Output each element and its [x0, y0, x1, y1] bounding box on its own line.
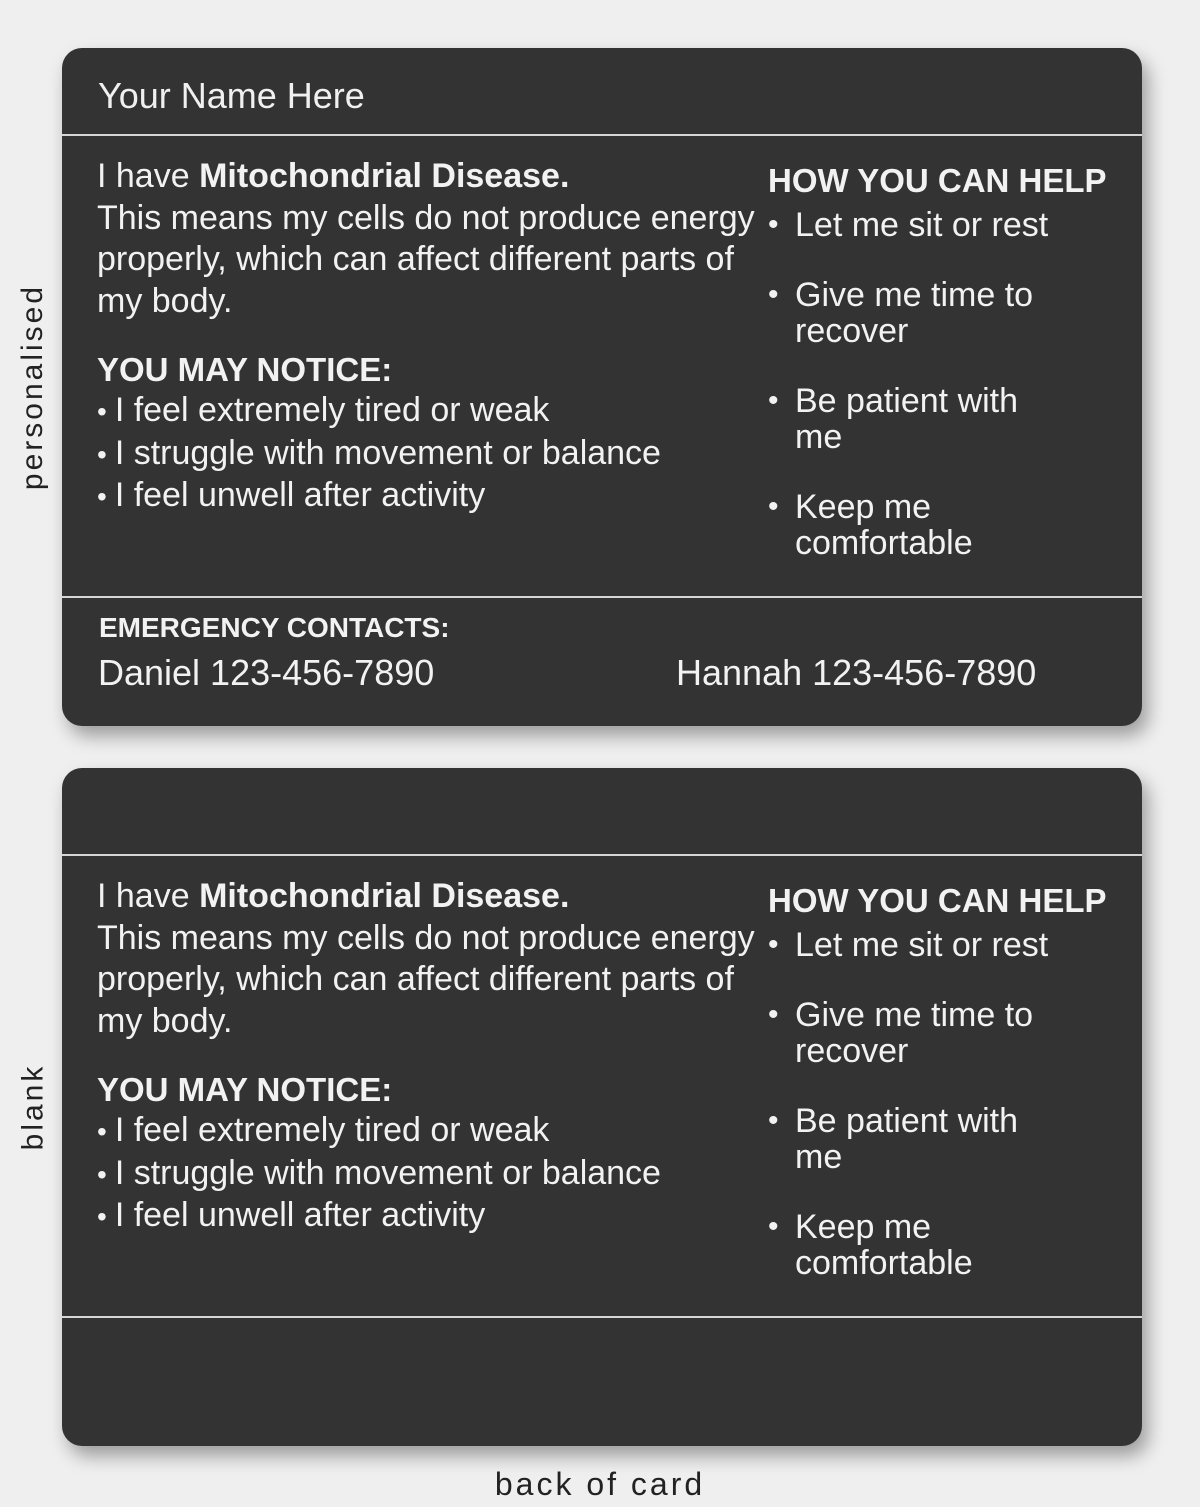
emergency-contact: Daniel 123-456-7890 [98, 652, 435, 693]
emergency-contact: Hannah 123-456-7890 [676, 652, 1037, 693]
emergency-section [62, 598, 1142, 726]
help-heading: HOW YOU CAN HELP [768, 882, 1107, 919]
help-section [768, 881, 1138, 1281]
notice-list [97, 390, 757, 518]
help-section [768, 161, 1138, 561]
condition-name: Mitochondrial Disease. [199, 157, 570, 195]
notice-list [97, 1110, 757, 1238]
notice-heading: YOU MAY NOTICE: [97, 1071, 393, 1108]
condition-info [97, 156, 757, 518]
help-list [768, 207, 1138, 561]
condition-info [97, 876, 757, 1238]
help-heading: HOW YOU CAN HELP [768, 162, 1107, 199]
condition-description: I have Mitochondrial Disease. This means my cells do not produce energy properly, which can affect different parts of my body. [97, 157, 755, 320]
notice-item: • I struggle with movement or balance [97, 433, 757, 476]
card-body [62, 136, 1142, 598]
condition-name: Mitochondrial Disease. [199, 877, 570, 915]
help-item: • Let me sit or rest [768, 207, 1095, 243]
help-item: • Keep me comfortable [768, 1209, 1015, 1281]
help-list [768, 927, 1138, 1281]
back-of-card-caption: back of card [494, 1466, 706, 1502]
help-item: • Let me sit or rest [768, 927, 1095, 963]
notice-item: • I struggle with movement or balance [97, 1153, 757, 1196]
help-item: • Be patient with me [768, 1103, 1055, 1175]
notice-heading: YOU MAY NOTICE: [97, 351, 393, 388]
notice-item: • I feel unwell after activity [97, 475, 757, 518]
blank-card [62, 768, 1142, 1446]
card-header [62, 768, 1142, 856]
personalised-label: personalised [16, 283, 49, 491]
condition-description: I have Mitochondrial Disease. This means my cells do not produce energy properly, which can affect different parts of my body. [97, 877, 755, 1040]
help-item: • Be patient with me [768, 383, 1055, 455]
card-body [62, 856, 1142, 1318]
personalised-card [62, 48, 1142, 726]
blank-label: blank [16, 1063, 49, 1151]
notice-item: • I feel extremely tired or weak [97, 1110, 757, 1153]
notice-item: • I feel extremely tired or weak [97, 390, 757, 433]
help-item: • Give me time to recover [768, 277, 1075, 349]
cardholder-name: Your Name Here [98, 75, 365, 116]
card-header [62, 48, 1142, 136]
help-item: • Keep me comfortable [768, 489, 1015, 561]
notice-item: • I feel unwell after activity [97, 1195, 757, 1238]
help-item: • Give me time to recover [768, 997, 1075, 1069]
emergency-heading: EMERGENCY CONTACTS: [99, 612, 450, 643]
emergency-section-blank [62, 1318, 1142, 1446]
